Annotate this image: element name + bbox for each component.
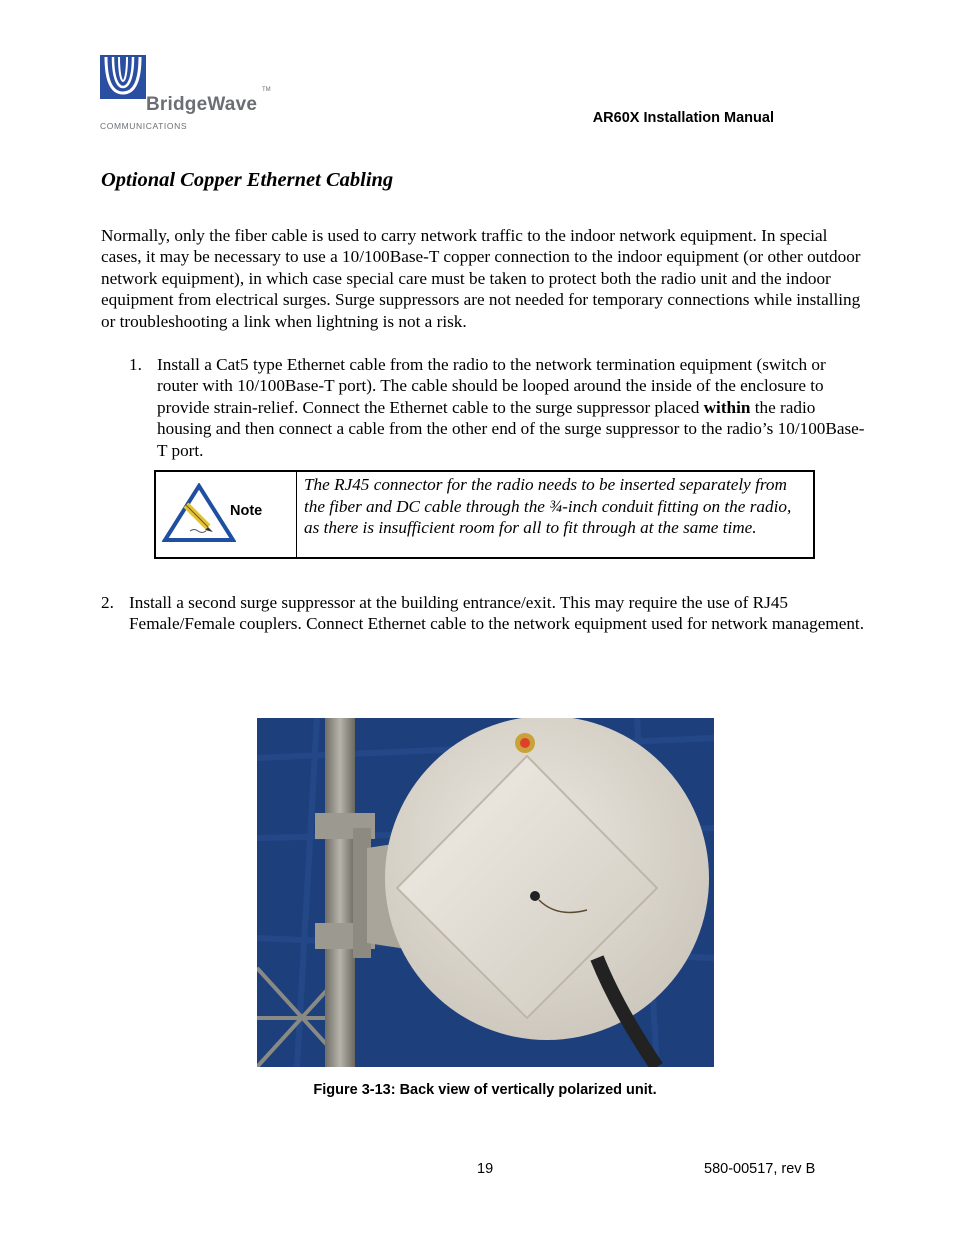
manual-title: AR60X Installation Manual [592,110,774,126]
note-header-cell [156,472,297,557]
list-item-text-part: Install a Cat5 type Ethernet cable from the radio to the network termination equipment (switch or router with 10/100Base-T port). The cable should be looped around the inside of the enclosure to provide strain-relief. Connect the Ethernet cable to the surge suppressor placed [157,355,826,417]
list-item-text-part: the radio housing and then connect a cable from the other end of the surge suppressor to the radio’s 10/100Base-T port. [157,397,865,460]
intro-paragraph: Normally, only the fiber cable is used to carry network traffic to the indoor network equipment. In special cases, it may be necessary to use a 10/100Base-T copper connection to the indoor equipment (or other outdoor network equipment), in which case special care must be taken to protect both the radio unit and the indoor equipment from electrical surges. Surge suppressors are not needed for temporary connections while installing or troubleshooting a link when lightning is not a risk. [101,226,861,331]
logo-wordmark: BridgeWave [146,94,258,115]
logo-subtitle: COMMUNICATIONS [100,121,188,131]
logo-trademark: TM [262,87,271,93]
list-item-text [157,354,869,461]
note-label: Note [230,503,263,519]
section-title: Optional Copper Ethernet Cabling [101,169,394,191]
list-item-text: Install a second surge suppressor at the building entrance/exit. This may require the use of RJ45 Female/Female couplers. Connect Ethernet cable to the network equipment used for network management. [129,593,865,634]
list-item [129,354,869,464]
radio-unit-photo [257,718,714,1067]
page-number: 19 [477,1161,494,1177]
figure-caption: Figure 3-13: Back view of vertically polarized unit. [313,1082,657,1098]
note-box [154,470,815,559]
bridgewave-logo [100,55,275,133]
list-item-number: 2. [101,593,114,612]
bridgewave-logo-mark [100,55,146,101]
list-item-number: 1. [129,355,142,374]
warning-pencil-icon [162,483,236,543]
list-item-bold-text: within [703,397,751,417]
note-text: The RJ45 connector for the radio needs to be inserted separately from the fiber and DC cable through the ¾-inch conduit fitting on the radio, as there is insufficient room for all to fit through at the same time. [304,475,792,538]
list-item [101,592,871,658]
document-id: 580-00517, rev B [704,1161,816,1177]
